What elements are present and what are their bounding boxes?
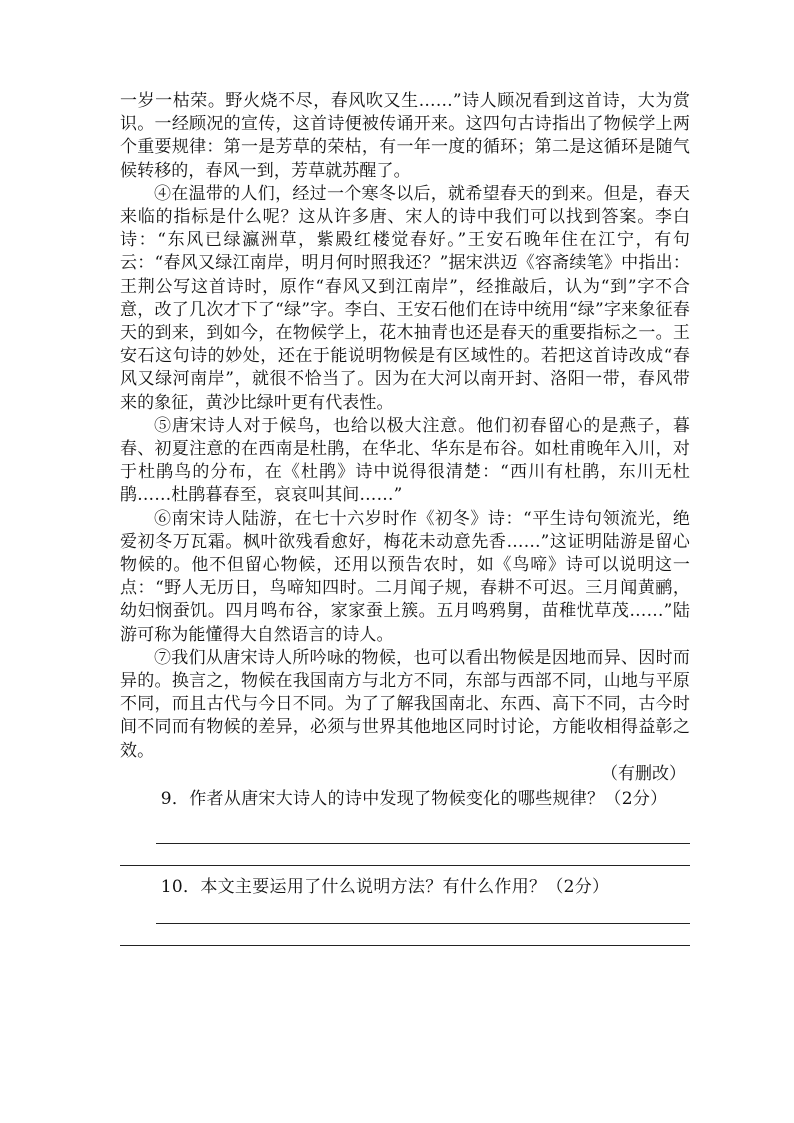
paragraph-7: ⑦我们从唐宋诗人所吟咏的物候，也可以看出物候是因地而异、因时而异的。换言之，物候在我国南方与北方不同，东部与西部不同，山地与平原不同，而且古代与今日不同。为了了解我国南北、东西、高下不同，古今时间不同而有物候的差异，必须与世界其他地区同时讨论，方能收相得益彰之效。 [120, 647, 690, 761]
reading-passage [120, 90, 690, 946]
paragraph-4: ④在温带的人们，经过一个寒冬以后，就希望春天的到来。但是，春天来临的指标是什么呢？这从许多唐、宋人的诗中我们可以找到答案。李白诗：“东风已绿瀛洲草，紫殿红楼觉春好。”王安石晚年住在江宁，有句云：“春风又绿江南岸，明月何时照我还？”据宋洪迈《容斋续笔》中指出：王荆公写这首诗时，原作“春风又到江南岸”，经推敲后，认为“到”字不合意，改了几次才下了“绿”字。李白、王安石他们在诗中统用“绿”字来象征春天的到来，到如今，在物候学上，花木抽青也还是春天的重要指标之一。王安石这句诗的妙处，还在于能说明物候是有区域性的。若把这首诗改成“春风又绿河南岸”，就很不恰当了。因为在大河以南开封、洛阳一带，春风带来的象征，黄沙比绿叶更有代表性。 [120, 183, 690, 413]
answer-line[interactable] [120, 944, 690, 946]
question-10-text: 10．本文主要运用了什么说明方法？有什么作用？（2分） [160, 877, 610, 898]
paragraph-6: ⑥南宋诗人陆游，在七十六岁时作《初冬》诗：“平生诗句领流光，绝爱初冬万瓦霜。枫叶欲残看愈好，梅花未动意先香……”这证明陆游是留心物候的。他不但留心物候，还用以预告农时，如《鸟啼》诗可以说明这一点：“野人无历日，鸟啼知四时。二月闻子规，春耕不可迟。三月闻黄鹂，幼妇悯蚕饥。四月鸣布谷，家家蚕上簇。五月鸣鸦舅，苗稚忧草茂……”陆游可称为能懂得大自然语言的诗人。 [120, 508, 690, 645]
paragraph-continued: 一岁一枯荣。野火烧不尽，春风吹又生……”诗人顾况看到这首诗，大为赏识。一经顾况的宣传，这首诗便被传诵开来。这四句古诗指出了物候学上两个重要规律：第一是芳草的荣枯，有一年一度的循环；第二是这循环是随气候转移的，春风一到，芳草就苏醒了。 [120, 91, 690, 181]
question-9-text: 9．作者从唐宋大诗人的诗中发现了物候变化的哪些规律？（2分） [160, 789, 668, 810]
question-9 [120, 786, 690, 866]
source-note: （有删改） [601, 763, 686, 784]
question-10 [120, 874, 690, 946]
paragraph-5: ⑤唐宋诗人对于候鸟，也给以极大注意。他们初春留心的是燕子，暮春、初夏注意的在西南是杜鹃，在华北、华东是布谷。如杜甫晚年入川，对于杜鹃鸟的分布，在《杜鹃》诗中说得很清楚：“西川有杜鹃，东川无杜鹃……杜鹃暮春至，哀哀叫其间……” [120, 415, 690, 506]
